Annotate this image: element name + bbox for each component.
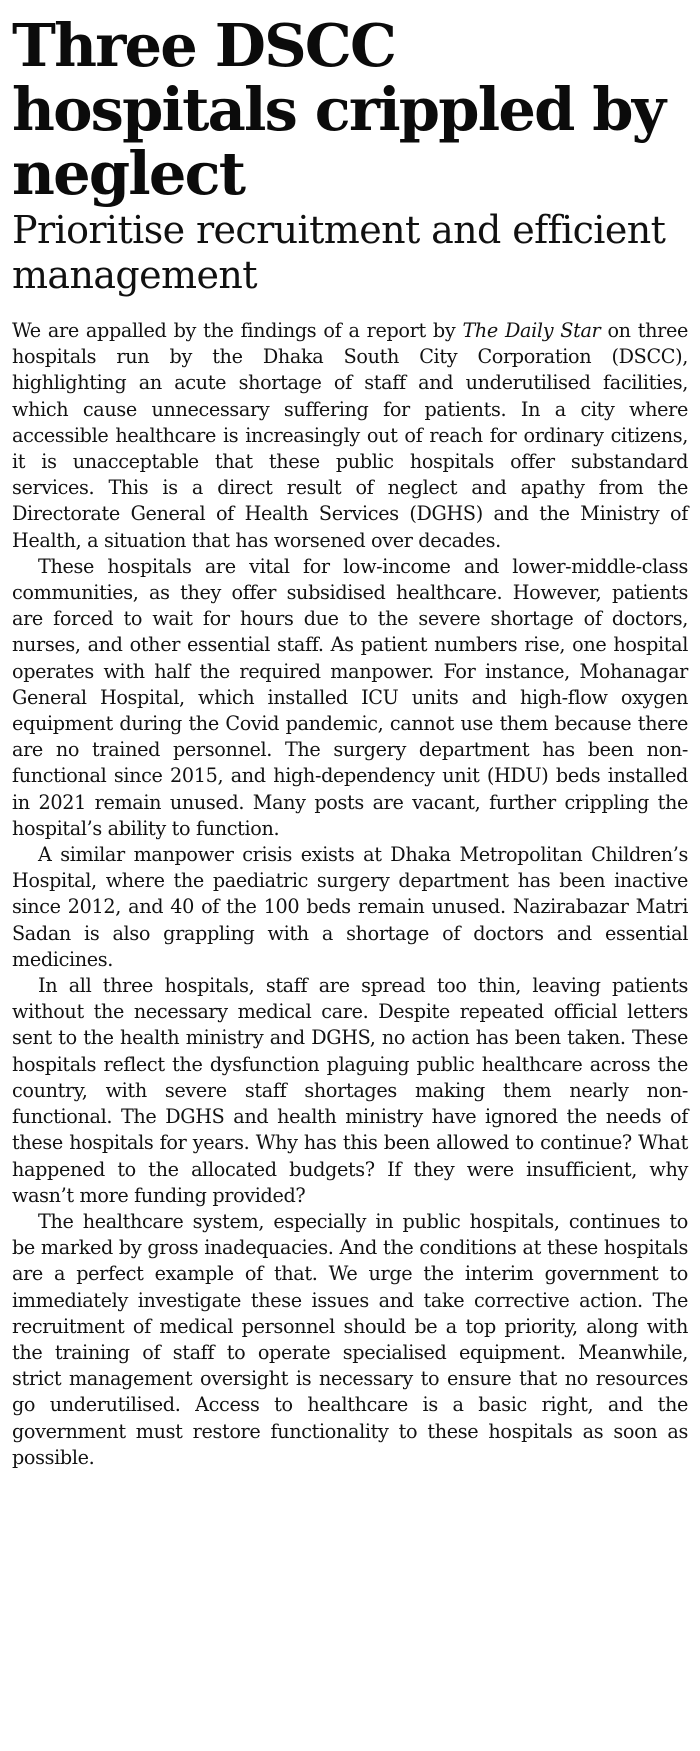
subheadline: Prioritise recruitment and efficient management <box>12 208 666 297</box>
newspaper-name: The Daily Star <box>462 319 601 342</box>
headline: Three DSCC hospitals crippled by neglect <box>12 11 665 208</box>
paragraph-2: These hospitals are vital for low-income and lower-middle-class communities, as they offer subsidised healthcare. However, patients are forced to wait for hours due to the severe shortage of doctors, nurses, and other essential staff. As patient numbers rise, one hospital operates with half the required manpower. For instance, Mohanagar General Hospital, which installed ICU units and high-flow oxygen equipment during the Covid pandemic, cannot use them because there are no trained personnel. The surgery department has been non-functional since 2015, and high-dependency unit (HDU) beds installed in 2021 remain unused. Many posts are vacant, further crippling the hospital’s ability to function. <box>12 554 688 840</box>
paragraph-4: In all three hospitals, staff are spread too thin, leaving patients without the necessary medical care. Despite repeated official letters sent to the health ministry and DGHS, no action has been taken. These hospitals reflect the dysfunction plaguing public healthcare across the country, with severe staff shortages making them nearly non-functional. The DGHS and health ministry have ignored the needs of these hospitals for years. Why has this been allowed to continue? What happened to the allocated budgets? If they were insufficient, why wasn’t more funding provided? <box>12 974 688 1207</box>
paragraph-1 <box>12 318 688 554</box>
paragraph-1-lead: We are appalled by the findings of a report by <box>12 319 463 342</box>
paragraph-1-rest: on three hospitals run by the Dhaka South City Corporation (DSCC), highlighting an acute shortage of staff and underutilised facilities, which cause unnecessary suffering for patients. In a city where accessible healthcare is increasingly out of reach for ordinary citizens, it is unacceptable that these public hospitals offer substandard services. This is a direct result of neglect and apathy from the Directorate General of Health Services (DGHS) and the Ministry of Health, a situation that has worsened over decades. <box>12 319 688 552</box>
paragraph-5: The healthcare system, especially in public hospitals, continues to be marked by gross inadequacies. And the conditions at these hospitals are a perfect example of that. We urge the interim government to immediately investigate these issues and take corrective action. The recruitment of medical personnel should be a top priority, along with the training of staff to operate specialised equipment. Meanwhile, strict management oversight is necessary to ensure that no resources go underutilised. Access to healthcare is a basic right, and the government must restore functionality to these hospitals as soon as possible. <box>12 1209 688 1469</box>
paragraph-3: A similar manpower crisis exists at Dhaka Metropolitan Children’s Hospital, where the paediatric surgery department has been inactive since 2012, and 40 of the 100 beds remain unused. Nazirabazar Matri Sadan is also grappling with a shortage of doctors and essential medicines. <box>12 843 688 971</box>
article-body <box>12 318 688 1471</box>
